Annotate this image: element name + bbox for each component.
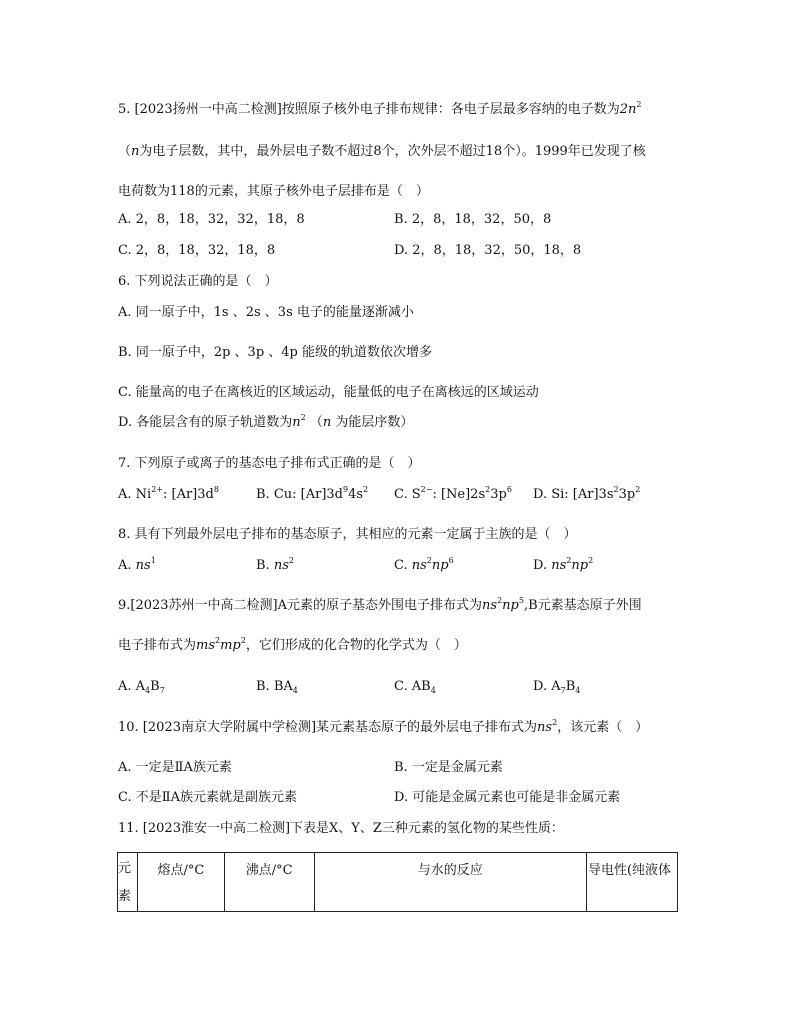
q6-option-d-text: D. 各能层含有的原子轨道数为 — [118, 415, 293, 430]
q9-a-mid: B — [150, 679, 160, 694]
header-reaction-with-water: 与水的反应 — [417, 863, 483, 878]
q7-c-label: C. S — [394, 487, 421, 502]
q7-b-exp2: 2 — [363, 485, 369, 494]
q7-d-label: D. Si: [Ar]3s — [533, 487, 614, 502]
q8-b-base: ns — [273, 558, 289, 573]
q5-stem-line2 — [118, 144, 646, 160]
q6-option-d-paren: （ — [309, 415, 323, 430]
q9-formula-e2: 5 — [518, 596, 524, 605]
q7-a-exp: 8 — [213, 485, 219, 494]
q9-formula2-e1: 2 — [215, 636, 221, 645]
q6-option-d[interactable] — [118, 415, 413, 431]
q9-a-sub1: 4 — [145, 686, 151, 695]
q9-c-sub: 4 — [430, 686, 436, 695]
q7-option-b[interactable] — [256, 487, 368, 503]
q11-stem: 11. [2023淮安一中高二检测]下表是X、Y、Z三种元素的氢化物的某些性质： — [118, 821, 564, 836]
q9-d-mid: B — [565, 679, 576, 694]
q10-stem — [118, 720, 648, 736]
q7-c-exp1: 2 — [485, 485, 491, 494]
header-boiling-point: 沸点/°C — [245, 863, 293, 878]
q8-d-base2: np — [571, 558, 589, 573]
q10-option-c[interactable]: C. 不是ⅡA族元素就是副族元素 — [118, 790, 297, 805]
q5-option-c[interactable]: C. 2，8，18，32，18，8 — [118, 243, 276, 258]
header-element: 元素 — [118, 861, 132, 904]
q8-option-c[interactable] — [394, 558, 454, 574]
q7-b-exp1: 9 — [343, 485, 349, 494]
table-header-cell — [137, 853, 224, 912]
q5-option-a[interactable]: A. 2，8，18，32，32，18，8 — [118, 212, 305, 227]
table-header-row — [118, 853, 678, 912]
q9-a-sub2: 7 — [159, 686, 165, 695]
q5-formula-exp: 2 — [636, 100, 642, 109]
header-melting-point: 熔点/°C — [157, 863, 205, 878]
q9-c-label: C. AB — [394, 679, 431, 694]
q9-option-b[interactable] — [256, 679, 298, 695]
q9-formula2-b1: ms — [196, 638, 216, 653]
q9-d-sub1: 7 — [560, 686, 566, 695]
q6-option-a[interactable]: A. 同一原子中，1s 、2s 、3s 电子的能量逐渐减小 — [118, 305, 414, 320]
header-conductivity: 导电性(纯液体 — [587, 863, 672, 878]
q8-c-exp1: 2 — [426, 556, 432, 565]
q8-d-base1: ns — [551, 558, 567, 573]
q9-option-c[interactable] — [394, 679, 436, 695]
q10-stem-text: 10. [2023南京大学附属中学检测]某元素基态原子的最外层电子排布式为 — [118, 720, 538, 735]
q7-option-c[interactable] — [394, 487, 512, 503]
q9-option-a[interactable] — [118, 679, 165, 695]
q7-a-label: A. Ni — [118, 487, 152, 502]
q5-stem-text-2: 为电子层数，其中，最外层电子数不超过8个，次外层不超过18个）。1999年已发现了核 — [139, 144, 646, 159]
q7-a-config: : [Ar]3d — [162, 487, 214, 502]
q6-stem: 6. 下列说法正确的是（ ） — [118, 274, 278, 289]
q7-c-mid: 3p — [490, 487, 507, 502]
q7-stem: 7. 下列原子或离子的基态电子排布式正确的是（ ） — [118, 456, 421, 471]
q8-a-exp: 1 — [150, 556, 156, 565]
q7-option-a[interactable] — [118, 487, 219, 503]
q8-option-a[interactable] — [118, 558, 156, 574]
q5-option-d[interactable]: D. 2，8，18，32，50，18，8 — [394, 243, 582, 258]
table-header-cell — [586, 853, 677, 912]
q10-option-a[interactable]: A. 一定是ⅡA族元素 — [118, 760, 232, 775]
q8-b-exp: 2 — [288, 556, 294, 565]
q8-c-base2: np — [431, 558, 449, 573]
q8-d-label: D. — [533, 558, 552, 573]
q7-d-exp2: 2 — [635, 485, 641, 494]
q9-b-sub: 4 — [292, 686, 298, 695]
q6-option-d-var: n — [292, 415, 301, 430]
q9-formula-b2: np — [502, 598, 519, 613]
q8-c-base1: ns — [411, 558, 427, 573]
q7-d-exp1: 2 — [613, 485, 619, 494]
q6-option-d-exp: 2 — [300, 413, 306, 422]
q10-formula-exp: 2 — [552, 718, 558, 727]
q7-c-config: : [Ne]2s — [432, 487, 486, 502]
q7-b-mid: 4s — [348, 487, 364, 502]
q10-option-b[interactable]: B. 一定是金属元素 — [394, 760, 503, 775]
q7-option-d[interactable] — [533, 487, 640, 503]
q9-formula-b1: ns — [482, 598, 498, 613]
q8-option-d[interactable] — [533, 558, 593, 574]
q8-option-b[interactable] — [256, 558, 294, 574]
q9-stem-text-2-post: ，它们形成的化合物的化学式为（ ） — [245, 638, 467, 653]
properties-table — [117, 852, 678, 912]
q9-stem-text: 9.[2023苏州一中高二检测]A元素的原子基态外围电子排布式为 — [118, 598, 483, 613]
q9-stem-text-2: 电子排布式为 — [118, 638, 197, 653]
q9-b-label: B. BA — [256, 679, 293, 694]
q8-stem: 8. 具有下列最外层电子排布的基态原子，其相应的元素一定属于主族的是（ ） — [118, 527, 577, 542]
table-header-cell — [224, 853, 314, 912]
q8-d-exp1: 2 — [566, 556, 572, 565]
q10-stem-text-post: ，该元素（ ） — [557, 720, 649, 735]
q10-option-d[interactable]: D. 可能是金属元素也可能是非金属元素 — [394, 790, 621, 805]
q9-a-label: A. A — [118, 679, 146, 694]
q7-c-exp2: 6 — [506, 485, 512, 494]
q8-a-base: ns — [135, 558, 151, 573]
q8-c-exp2: 6 — [448, 556, 454, 565]
q6-option-c[interactable]: C. 能量高的电子在离核近的区域运动，能量低的电子在离核远的区域运动 — [118, 385, 539, 400]
q7-a-charge: 2+ — [151, 485, 163, 494]
q6-option-b[interactable]: B. 同一原子中，2p 、3p 、4p 能级的轨道数依次增多 — [118, 345, 432, 360]
q9-formula2-b2: mp — [220, 638, 241, 653]
q7-b-label: B. Cu: [Ar]3d — [256, 487, 343, 502]
q9-d-label: D. A — [533, 679, 561, 694]
q9-stem-line1 — [118, 598, 642, 614]
q8-c-label: C. — [394, 558, 412, 573]
q9-option-d[interactable] — [533, 679, 580, 695]
q10-formula-base: ns — [537, 720, 553, 735]
table-header-cell — [314, 853, 586, 912]
q8-b-label: B. — [256, 558, 274, 573]
q9-formula-e1: 2 — [497, 596, 503, 605]
q5-var-n: n — [131, 144, 140, 159]
q9-formula2-e2: 2 — [240, 636, 246, 645]
q8-d-exp2: 2 — [588, 556, 594, 565]
table-header-cell — [118, 853, 138, 912]
q5-stem-text: 5. [2023扬州一中高二检测]按照原子核外电子排布规律：各电子层最多容纳的电子数为 — [118, 102, 620, 117]
q5-formula: 2n — [619, 102, 637, 117]
q5-option-b[interactable]: B. 2，8，18，32，50，8 — [394, 212, 552, 227]
q9-d-sub2: 4 — [575, 686, 581, 695]
q5-stem-line3 — [118, 184, 429, 200]
q7-d-mid: 3p — [618, 487, 636, 502]
q9-stem-text-post: ,B元素基态原子外围 — [523, 598, 642, 613]
q6-option-d-var2: n — [322, 415, 332, 430]
q9-stem-line2 — [118, 638, 467, 654]
q5-stem-line1 — [118, 102, 642, 118]
q5-paren: （ — [118, 144, 132, 159]
q7-c-charge: 2− — [420, 485, 433, 494]
q6-option-d-end: 为能层序数） — [331, 415, 414, 430]
q8-a-label: A. — [118, 558, 136, 573]
q5-stem-text-3: 电荷数为118的元素，其原子核外电子层排布是（ ） — [118, 184, 429, 199]
